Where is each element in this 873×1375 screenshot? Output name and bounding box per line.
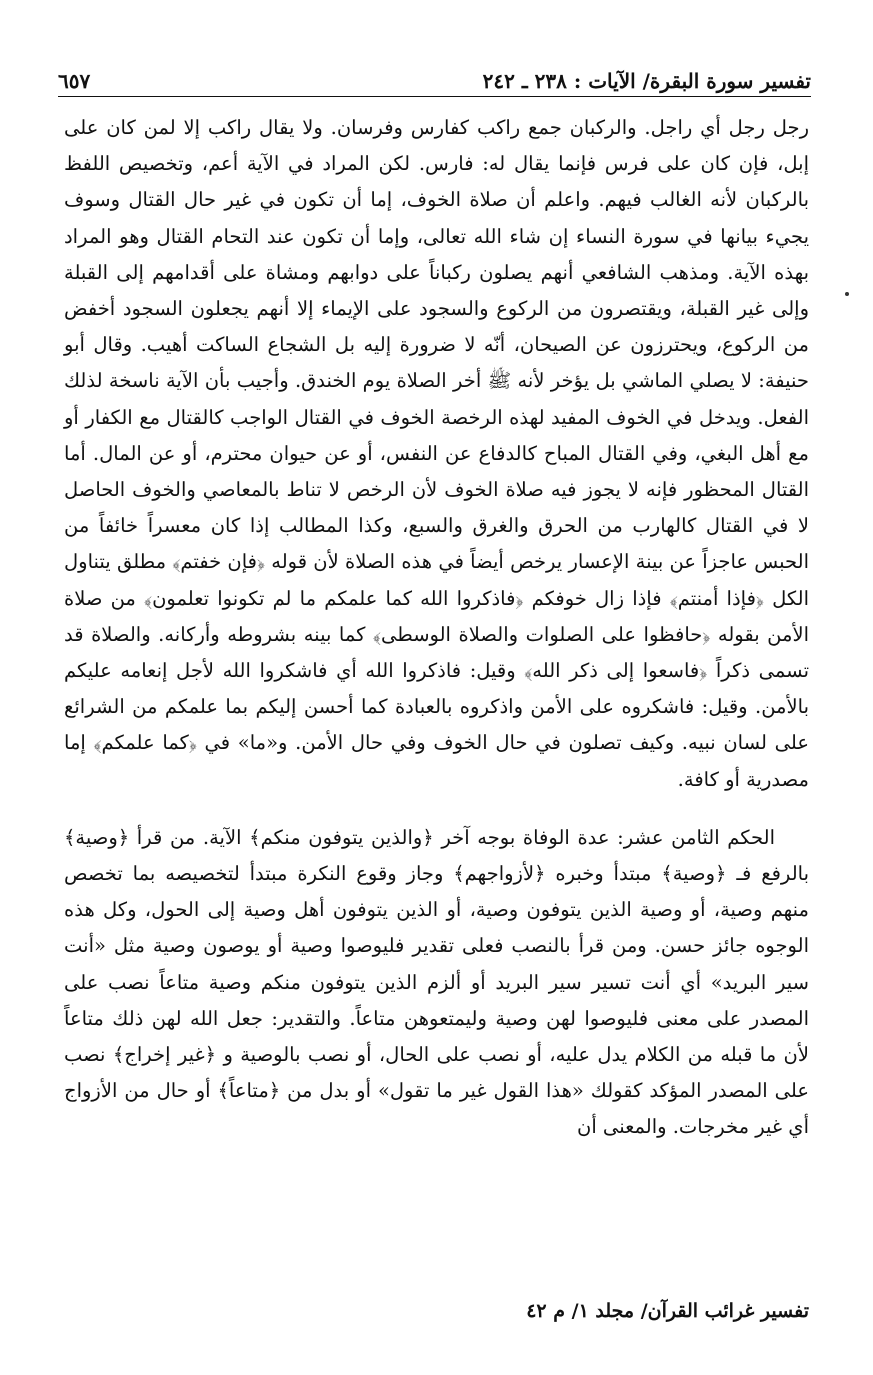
paragraph: رجل رجل أي راجل. والركبان جمع راكب كفارس وفرسان. ولا يقال راكب إلا لمن كان على إبل، فإن كان على فرس فإنما يقال له: فارس. لكن المراد في الآية أعم، وتخصيص اللفظ بالركبان لأنه الغالب فيهم. واعلم أن صلاة الخوف، إما أن تكون في غير حال القتال وسوف يجيء بيانها في سورة النساء إن شاء الله تعالى، وإما أن تكون عند التحام القتال وهو المراد بهذه الآية. ومذهب الشافعي أنهم يصلون ركباناً على دوابهم ومشاة على أقدامهم إلى القبلة وإلى غير القبلة، ويقتصرون من الركوع والسجود على الإيماء إلا أنهم يجعلون السجود أخفض من الركوع، ويحترزون عن الصيحان، أنّه لا ضرورة إليه بل الشجاع الساكت أهيب. وقال أبو حنيفة: لا يصلي الماشي بل يؤخر لأنه ﷺ أخر الصلاة يوم الخندق. وأجيب بأن الآية ناسخة لذلك الفعل. ويدخل في الخوف المفيد لهذه الرخصة الخوف في القتال الواجب كالقتال مع الكفار أو مع أهل البغي، وفي القتال المباح كالدفاع عن النفس، أو عن حيوان محترم، أو عن المال. أما القتال المحظور فإنه لا يجوز فيه صلاة الخوف لأن الرخص لا تناط بالمعاصي والخوف الحاصل لا في القتال كالهارب من الحرق والغرق والسبع، وكذا المطالب إذا كان معسراً خائفاً من الحبس عاجزاً عن بينة الإعسار يرخص أيضاً في هذه الصلاة لأن قوله ﴿فإن خفتم﴾ مطلق يتناول الكل ﴿فإذا أمنتم﴾ فإذا زال خوفكم ﴿فاذكروا الله كما علمكم ما لم تكونوا تعلمون﴾ من صلاة الأمن بقوله ﴿حافظوا على الصلوات والصلاة الوسطى﴾ كما بينه بشروطه وأركانه. والصلاة قد تسمى ذكراً ﴿فاسعوا إلى ذكر الله﴾ وقيل: فاذكروا الله أي فاشكروا الله لأجل إنعامه عليكم بالأمن. وقيل: فاشكروه على الأمن واذكروه بالعبادة كما أحسن إليكم بما علمكم من الشرائع على لسان نبيه. وكيف تصلون في حال الخوف وفي حال الأمن. و«ما» في ﴿كما علمكم﴾ إما مصدرية أو كافة. [64,116,810,791]
page-number: ٦٥٧ [58,69,91,93]
page-footer-signature: تفسير غرائب القرآن/ مجلد ١/ م ٤٢ [526,1300,809,1322]
running-title: تفسير سورة البقرة/ الآيات : ٢٣٨ ـ ٢٤٢ [482,69,811,93]
paragraph: الحكم الثامن عشر: عدة الوفاة بوجه آخر ﴿والذين يتوفون منكم﴾ الآية. من قرأ ﴿وصية﴾ بالرفع فـ ﴿وصية﴾ مبتدأ وخبره ﴿لأزواجهم﴾ وجاز وقوع النكرة مبتدأ لتخصيصه بما تخصص منهم وصية، أو وصية الذين يتوفون وصية، أو الذين يتوفون أهل وصية إلى الحول، وكل هذه الوجوه جائز حسن. ومن قرأ بالنصب فعلى تقدير فليوصوا وصية أو يوصون وصية مثل «أنت سير البريد» أي أنت تسير سير البريد أو ألزم الذين يتوفون منكم وصية متاعاً نصب على المصدر على معنى فليوصوا لهن وصية وليمتعوهن متاعاً. والتقدير: جعل الله لهن ذلك متاعاً لأن ما قبله من الكلام يدل عليه، أو نصب على الحال، أو نصب بالوصية و ﴿غير إخراج﴾ نصب على المصدر المؤكد كقولك «هذا القول غير ما تقول» أو بدل من ﴿متاعاً﴾ أو حال من الأزواج أي غير مخرجات. والمعنى أن [64,825,809,1139]
margin-dot-mark [845,292,849,296]
page-header [58,56,811,97]
page-body [64,110,809,1146]
